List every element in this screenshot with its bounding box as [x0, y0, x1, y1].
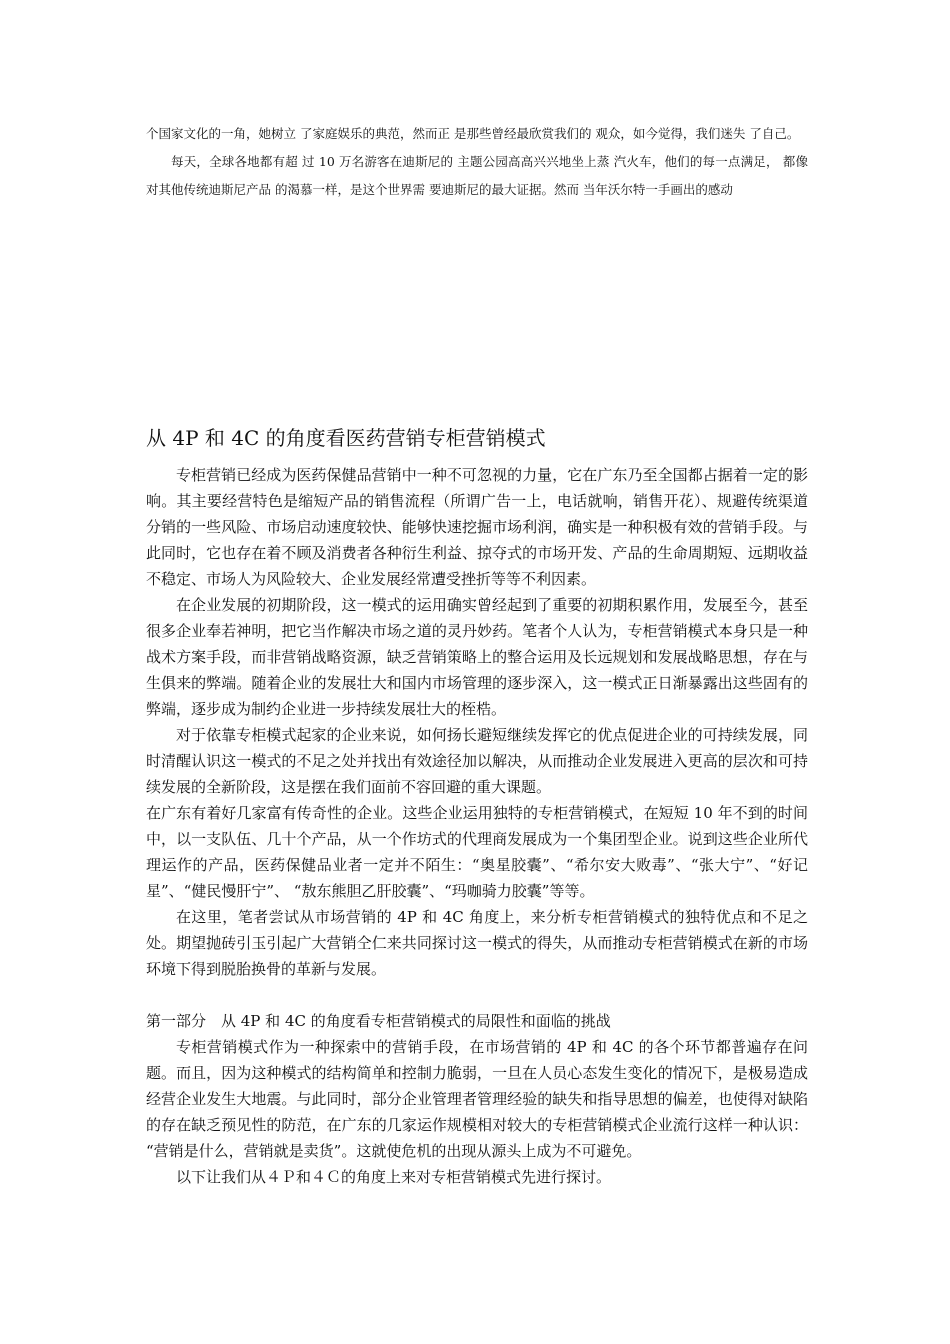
body-paragraph: 专柜营销已经成为医药保健品营销中一种不可忽视的力量，它在广东乃至全国都占据着一定的影响。其主要经营特色是缩短产品的销售流程（所谓广告一上，电话就响，销售开花）、规避传统渠道分销的一些风险、市场启动速度较快、能够快速挖掘市场利润，确实是一种积极有效的营销手段。与此同时，它也存在着不顾及消费者各种衍生利益、掠夺式的市场开发、产品的生命周期短、远期收益不稳定、市场人为风险较大、企业发展经常遭受挫折等等不利因素。: [146, 466, 808, 588]
section-paragraph: 以下让我们从４Ｐ和４Ｃ的角度上来对专柜营销模式先进行探讨。: [176, 1168, 612, 1186]
article-title: 从 4P 和 4C 的角度看医药营销专柜营销模式: [146, 426, 546, 450]
body-paragraph: 在企业发展的初期阶段，这一模式的运用确实曾经起到了重要的初期积累作用，发展至今，甚至很多企业奉若神明，把它当作解决市场之道的灵丹妙药。笔者个人认为，专柜营销模式本身只是一种战术方案手段，而非营销战略资源，缺乏营销策略上的整合运用及长远规划和发展战略思想，存在与生俱来的弊端。随着企业的发展壮大和国内市场管理的逐步深入，这一模式正日渐暴露出这些固有的弊端，逐步成为制约企业进一步持续发展壮大的桎梏。: [146, 596, 808, 718]
fragment-paragraph: 个国家文化的一角，她树立 了家庭娱乐的典范，然而正 是那些曾经最欣赏我们的 观众，如今觉得，我们迷失 了自己。: [146, 126, 800, 141]
section-paragraph: 专柜营销模式作为一种探索中的营销手段，在市场营销的 4P 和 4C 的各个环节都普遍存在问题。而且，因为这种模式的结构简单和控制力脆弱，一旦在人员心态发生变化的情况下，是极易造成经营企业发生大地震。与此同时，部分企业管理者管理经验的缺失和指导思想的偏差，也使得对缺陷的存在缺乏预见性的防范，在广东的几家运作规模相对较大的专柜营销模式企业流行这样一种认识： “营销是什么，营销就是卖货”。这就使危机的出现从源头上成为不可避免。: [146, 1038, 808, 1160]
previous-article-fragment: [146, 120, 808, 204]
body-paragraph: 对于依靠专柜模式起家的企业来说，如何扬长避短继续发挥它的优点促进企业的可持续发展，同时清醒认识这一模式的不足之处并找出有效途径加以解决，从而推动企业发展进入更高的层次和可持续发展的全新阶段，这是摆在我们面前不容回避的重大课题。: [146, 726, 808, 796]
article-body: [146, 462, 808, 1190]
section-heading: 第一部分 从 4P 和 4C 的角度看专柜营销模式的局限性和面临的挑战: [146, 1012, 611, 1030]
body-paragraph: 在广东有着好几家富有传奇性的企业。这些企业运用独特的专柜营销模式，在短短 10 年不到的时间中，以一支队伍、几十个产品，从一个作坊式的代理商发展成为一个集团型企业。说到这些企业所代理运作的产品，医药保健品业者一定并不陌生：“奥星胶囊”、“希尔安大败毒”、“张大宁”、“好记星”、“健民慢肝宁”、 “敖东熊胆乙肝胶囊”、“玛咖骑力胶囊”等等。: [146, 804, 808, 900]
fragment-paragraph: 每天，全球各地都有超 过 10 万名游客在迪斯尼的 主题公园高高兴兴地坐上蒸 汽火车，他们的每一点满足， 都像对其他传统迪斯尼产品 的渴慕一样，是这个世界需 要迪斯尼的最大证据。然而 当年沃尔特一手画出的感动: [146, 154, 808, 197]
body-paragraph: 在这里，笔者尝试从市场营销的 4P 和 4C 角度上，来分析专柜营销模式的独特优点和不足之处。期望抛砖引玉引起广大营销仝仁来共同探讨这一模式的得失，从而推动专柜营销模式在新的市场环境下得到脱胎换骨的革新与发展。: [146, 908, 808, 978]
